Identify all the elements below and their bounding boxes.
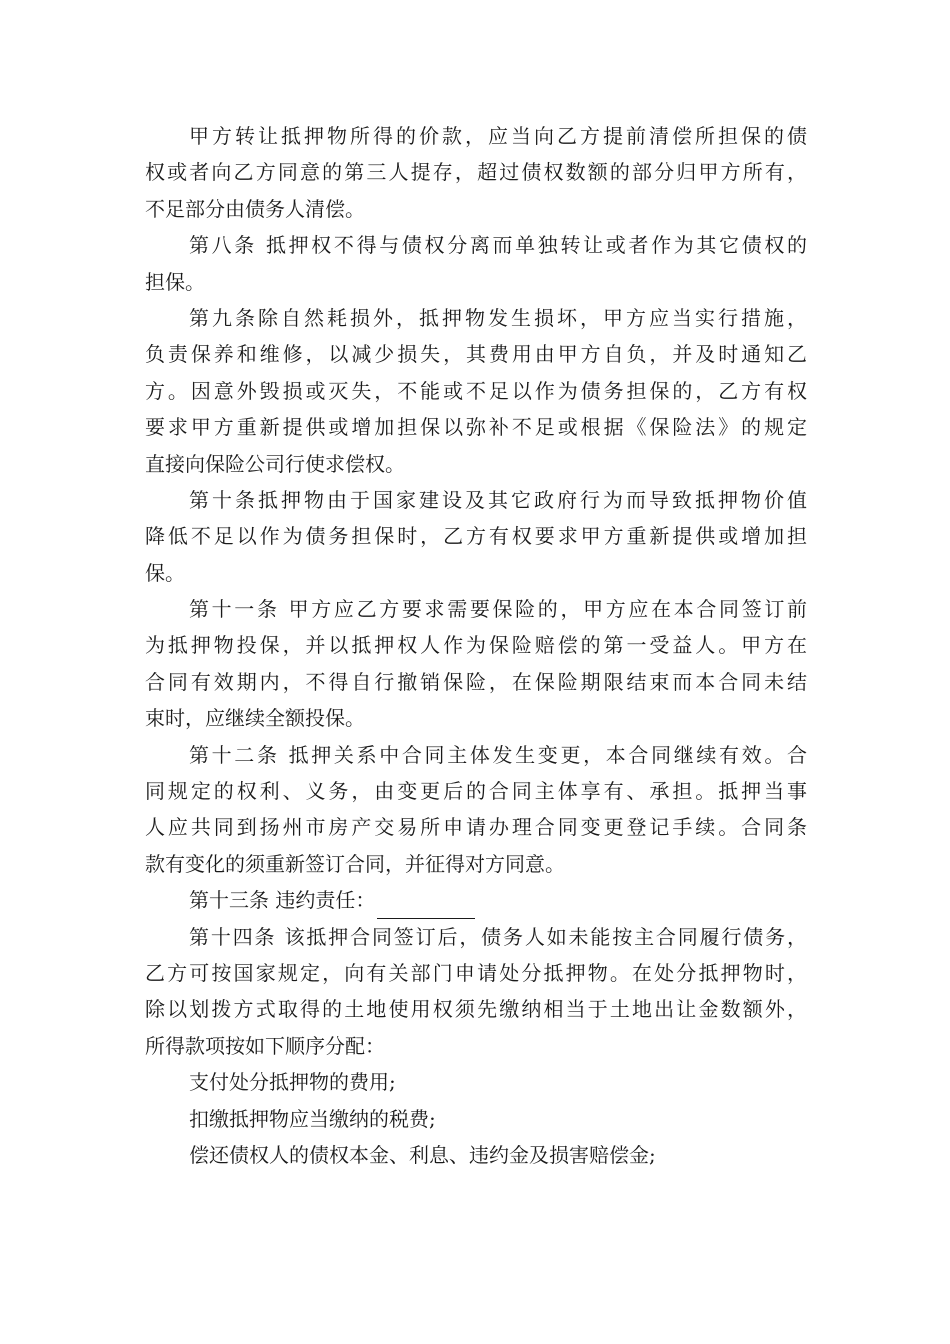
line-text: 权或者向乙方同意的第三人提存，超过债权数额的部分归甲方所有， xyxy=(145,160,807,185)
text-line xyxy=(145,700,807,736)
text-line xyxy=(145,336,807,372)
line-text: 第十一条 甲方应乙方要求需要保险的，甲方应在本合同签订前 xyxy=(189,597,807,622)
text-line xyxy=(145,446,807,482)
line-text: 同规定的权利、义务，由变更后的合同主体享有、承担。抵押当事 xyxy=(145,779,807,804)
line-text: 乙方可按国家规定，向有关部门申请处分抵押物。在处分抵押物时， xyxy=(145,960,807,985)
paragraph xyxy=(145,1064,807,1100)
line-text: 降低不足以作为债务担保时，乙方有权要求甲方重新提供或增加担 xyxy=(145,524,807,549)
line-text: 扣缴抵押物应当缴纳的税费; xyxy=(189,1106,436,1131)
line-text: 直接向保险公司行使求偿权。 xyxy=(145,451,405,476)
line-text: 所得款项按如下顺序分配： xyxy=(145,1033,385,1058)
line-text: 偿还债权人的债权本金、利息、违约金及损害赔偿金; xyxy=(189,1142,656,1167)
text-line xyxy=(145,1028,807,1064)
line-text: 第九条除自然耗损外，抵押物发生损坏，甲方应当实行措施， xyxy=(189,305,807,330)
paragraph xyxy=(145,1101,807,1137)
line-text: 方。因意外毁损或灭失，不能或不足以作为债务担保的，乙方有权 xyxy=(145,378,807,403)
line-text: 要求甲方重新提供或增加担保以弥补不足或根据《保险法》的规定 xyxy=(145,415,807,440)
document-page xyxy=(145,118,807,1173)
text-line xyxy=(145,191,807,227)
paragraph xyxy=(145,227,807,300)
paragraph xyxy=(145,300,807,482)
text-line xyxy=(145,264,807,300)
text-line xyxy=(145,555,807,591)
text-line xyxy=(145,300,807,336)
paragraph xyxy=(145,919,807,1065)
line-text: 负责保养和维修，以减少损失，其费用由甲方自负，并及时通知乙 xyxy=(145,342,807,367)
paragraph xyxy=(145,482,807,591)
paragraph xyxy=(145,118,807,227)
text-line xyxy=(145,1064,807,1100)
text-line xyxy=(145,118,807,154)
fill-in-blank xyxy=(377,892,475,919)
text-line xyxy=(145,809,807,845)
line-text: 为抵押物投保，并以抵押权人作为保险赔偿的第一受益人。甲方在 xyxy=(145,633,807,658)
paragraph xyxy=(145,737,807,883)
line-text: 第十三条 违约责任： xyxy=(189,888,376,913)
line-text: 除以划拨方式取得的土地使用权须先缴纳相当于土地出让金数额外， xyxy=(145,997,807,1022)
text-line xyxy=(145,955,807,991)
text-line xyxy=(145,227,807,263)
line-text: 束时，应继续全额投保。 xyxy=(145,706,365,731)
text-line xyxy=(145,154,807,190)
line-text: 合同有效期内，不得自行撤销保险，在保险期限结束而本合同未结 xyxy=(145,669,807,694)
line-text: 第八条 抵押权不得与债权分离而单独转让或者作为其它债权的 xyxy=(189,233,807,258)
paragraph xyxy=(145,1137,807,1173)
line-text: 款有变化的须重新签订合同，并征得对方同意。 xyxy=(145,851,565,876)
line-text: 担保。 xyxy=(145,269,205,294)
text-line xyxy=(145,518,807,554)
line-text: 保。 xyxy=(145,560,185,585)
text-line xyxy=(145,591,807,627)
paragraph xyxy=(145,882,807,918)
text-line xyxy=(145,737,807,773)
line-text: 人应共同到扬州市房产交易所申请办理合同变更登记手续。合同条 xyxy=(145,815,807,840)
text-line xyxy=(145,1137,807,1173)
text-line xyxy=(145,373,807,409)
line-text: 第十二条 抵押关系中合同主体发生变更，本合同继续有效。合 xyxy=(189,742,807,767)
text-line xyxy=(145,919,807,955)
line-text: 支付处分抵押物的费用; xyxy=(189,1070,396,1095)
text-line xyxy=(145,773,807,809)
line-text: 不足部分由债务人清偿。 xyxy=(145,196,365,221)
text-line xyxy=(145,882,807,918)
paragraph xyxy=(145,591,807,737)
text-line xyxy=(145,846,807,882)
text-line xyxy=(145,1101,807,1137)
text-line xyxy=(145,991,807,1027)
line-text: 第十条抵押物由于国家建设及其它政府行为而导致抵押物价值 xyxy=(189,487,807,512)
text-line xyxy=(145,664,807,700)
line-text: 第十四条 该抵押合同签订后，债务人如未能按主合同履行债务， xyxy=(189,924,807,949)
text-line xyxy=(145,482,807,518)
line-text: 甲方转让抵押物所得的价款，应当向乙方提前清偿所担保的债 xyxy=(189,124,807,148)
text-line xyxy=(145,409,807,445)
text-line xyxy=(145,627,807,663)
